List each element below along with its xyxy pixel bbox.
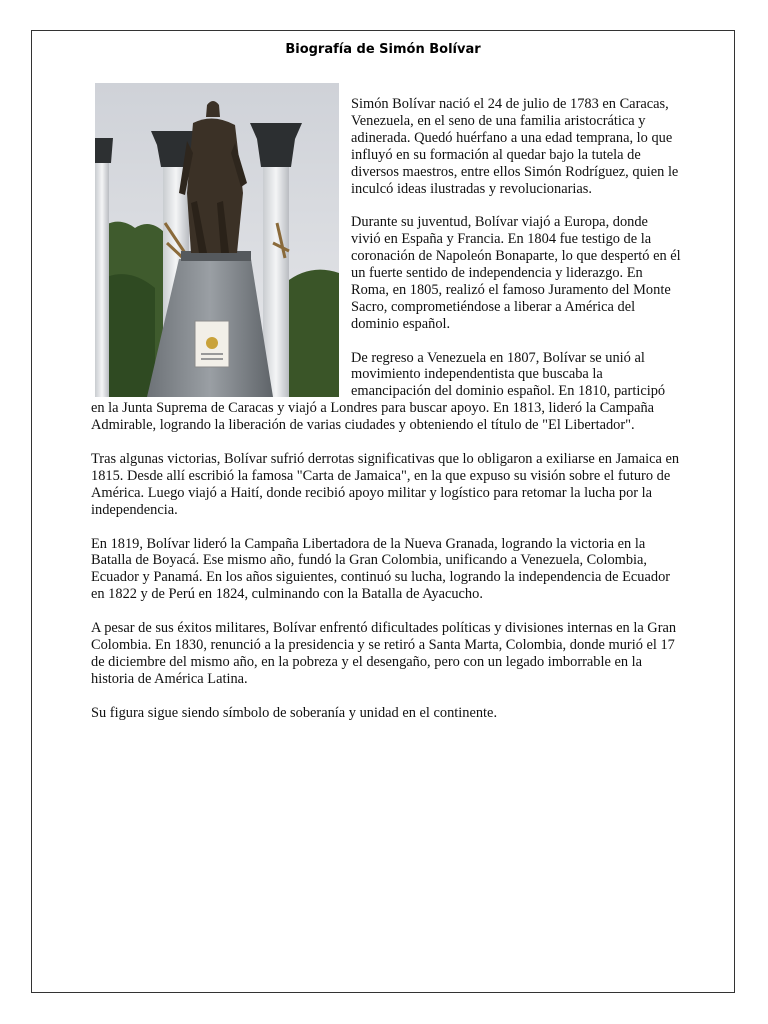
paragraph-3: De regreso a Venezuela en 1807, Bolívar se unió al movimiento independentista que buscaba la emancipación del dominio español. En 1810, participó en la Junta Suprema de Caracas y viajó a Londres para buscar apoyo. En 1813, lideró la Campaña Admirable, logrando la liberación de varias ciudades y obteniendo el título de "El Libertador". (91, 349, 666, 434)
paragraph-2: Durante su juventud, Bolívar viajó a Europa, donde vivió en España y Francia. En 1804 fue testigo de la coronación de Napoleón Bonaparte, lo que despertó en él un fuerte sentido de independencia y liderazgo. En Roma, en 1805, realizó el famoso Juramento del Monte Sacro, comprometiéndose a liberar a América del dominio español. (351, 214, 681, 332)
paragraph-5: En 1819, Bolívar lideró la Campaña Libertadora de la Nueva Granada, logrando la victoria en la Batalla de Boyacá. Ese mismo año, fundó la Gran Colombia, unificando a Venezuela, Colombia, Ecuador y Panamá. En los años siguientes, continuó su lucha, logrando la independencia de Ecuador en 1822 y de Perú en 1824, culminando con la Batalla de Ayacucho. (91, 535, 671, 603)
paragraph-7: Su figura sigue siendo símbolo de soberanía y unidad en el continente. (91, 704, 498, 721)
document-title: Biografía de Simón Bolívar (285, 42, 481, 57)
paragraph-4: Tras algunas victorias, Bolívar sufrió derrotas significativas que lo obligaron a exiliarse en Jamaica en 1815. Desde allí escribió la famosa "Carta de Jamaica", en la que expuso su visión sobre el futuro de América. Luego viajó a Haití, donde recibió apoyo militar y logístico para retomar la lucha por la independencia. (91, 450, 680, 518)
paragraph-1: Simón Bolívar nació el 24 de julio de 1783 en Caracas, Venezuela, en el seno de una familia aristocrática y adinerada. Quedó huérfano a una edad temprana, lo que influyó en su formación al quedar bajo la tutela de diversos maestros, entre ellos Simón Rodríguez, quien le inculcó ideas ilustradas y revolucionarias. (351, 96, 679, 197)
document-body (91, 96, 681, 738)
bolivar-statue-photo (95, 83, 339, 397)
paragraph-6: A pesar de sus éxitos militares, Bolívar enfrentó dificultades políticas y divisiones internas en la Gran Colombia. En 1830, renunció a la presidencia y se retiró a Santa Marta, Colombia, donde murió el 17 de diciembre del mismo año, en la pobreza y el desengaño, pero con un legado imborrable en la historia de América Latina. (91, 620, 677, 687)
